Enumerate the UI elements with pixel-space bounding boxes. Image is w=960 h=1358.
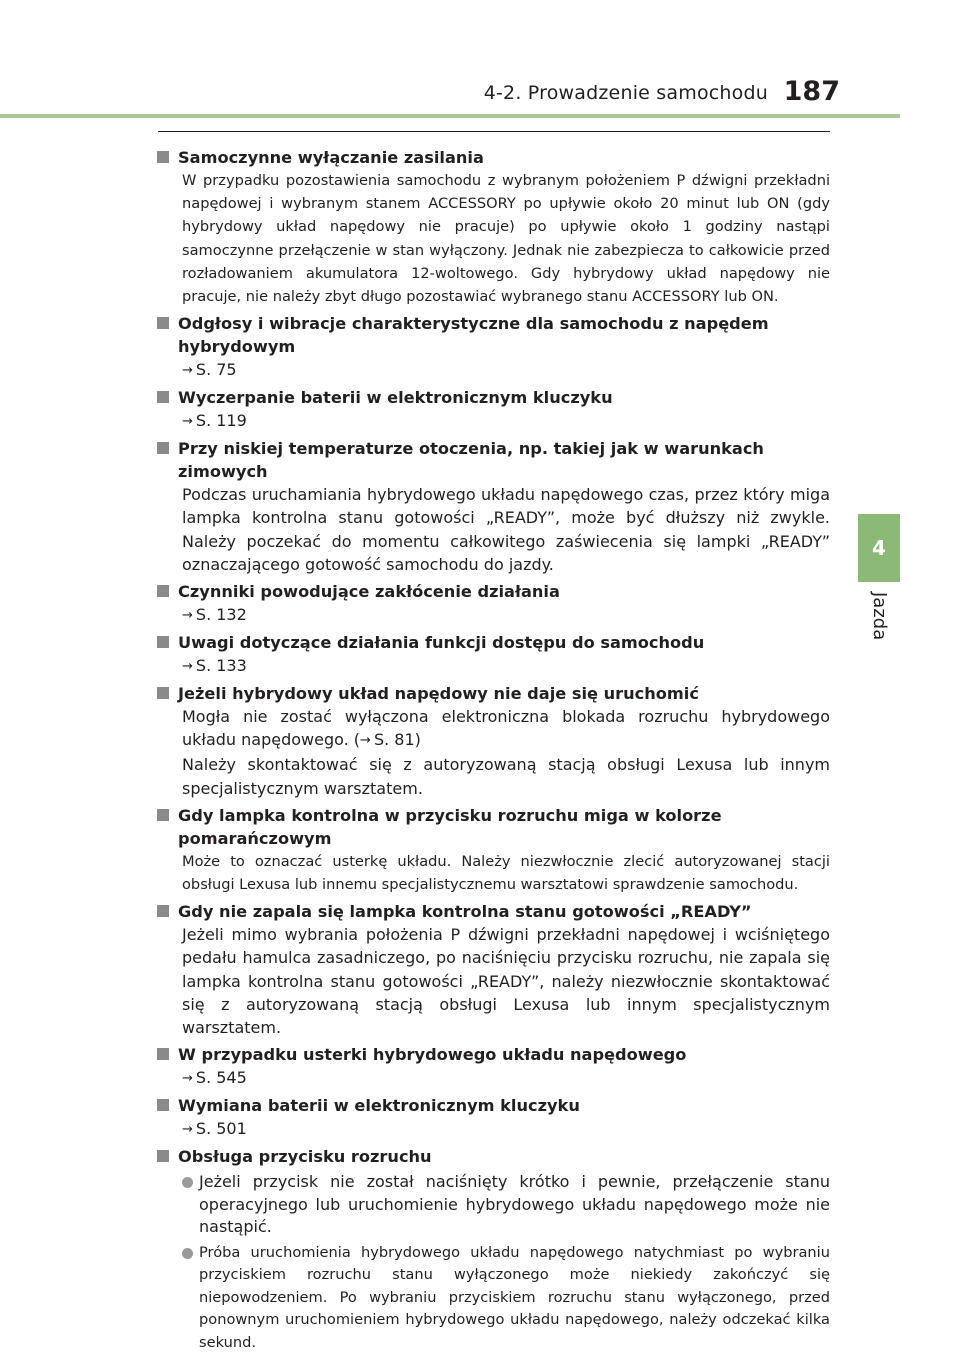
list-item bbox=[157, 1242, 830, 1355]
section-heading-text: Jeżeli hybrydowy układ napędowy nie daje się uruchomić bbox=[178, 684, 699, 704]
list-item-text: Jeżeli przycisk nie został naciśnięty krótko i pewnie, przełączenie stanu operacyjnego lub uruchomienie hybrydowego układu napędowego może nie nastąpić. bbox=[199, 1172, 830, 1237]
list-item-text: Próba uruchomienia hybrydowego układu napędowego natychmiast po wybraniu przyciskiem rozruchu stanu wyłączonego może niekiedy zakończyć się niepowodzeniem. Po wybraniu przyciskiem rozruchu stanu wyłączonego, przed ponownym uruchomieniem hybrydowego układu napędowego, należy odczekać kilka sekund. bbox=[199, 1243, 830, 1351]
page-reference[interactable] bbox=[157, 358, 830, 382]
square-bullet-icon bbox=[157, 1099, 169, 1111]
page-reference[interactable] bbox=[157, 409, 830, 433]
page-reference-text: S. 75 bbox=[195, 360, 237, 380]
section-heading-text: Odgłosy i wibracje charakterystyczne dla samochodu z napędem hybrydowym bbox=[178, 314, 769, 357]
section-key-battery-replacement bbox=[157, 1094, 830, 1141]
arrow-right-icon: → bbox=[182, 1122, 193, 1138]
section-heading bbox=[157, 900, 830, 923]
section-heading-text: Gdy nie zapala się lampka kontrolna stanu gotowości „READY” bbox=[178, 902, 752, 922]
section-heading bbox=[157, 682, 830, 705]
section-heading bbox=[157, 631, 830, 654]
round-bullet-icon bbox=[182, 1248, 193, 1259]
square-bullet-icon bbox=[157, 442, 169, 454]
arrow-right-icon: → bbox=[182, 659, 193, 675]
section-heading-text: Wyczerpanie baterii w elektronicznym kluczyku bbox=[178, 388, 613, 408]
page-reference[interactable] bbox=[157, 654, 830, 678]
page-reference[interactable] bbox=[157, 1117, 830, 1141]
section-heading-text: Czynniki powodujące zakłócenie działania bbox=[178, 582, 560, 602]
arrow-right-icon: → bbox=[182, 608, 193, 624]
section-heading bbox=[157, 437, 830, 483]
section-heading bbox=[157, 804, 830, 850]
list-item bbox=[157, 1171, 830, 1239]
section-heading-text: W przypadku usterki hybrydowego układu napędowego bbox=[178, 1045, 687, 1065]
page-number: 187 bbox=[783, 76, 840, 107]
section-heading bbox=[157, 1145, 830, 1168]
section-hybrid-wont-start bbox=[157, 682, 830, 800]
square-bullet-icon bbox=[157, 317, 169, 329]
section-low-temperature bbox=[157, 437, 830, 576]
square-bullet-icon bbox=[157, 585, 169, 597]
arrow-right-icon: → bbox=[182, 363, 193, 379]
arrow-right-icon: → bbox=[182, 414, 193, 430]
section-body: W przypadku pozostawienia samochodu z wybranym położeniem P dźwigni przekładni napędowej i wybranym stanem ACCESSORY po upływie około 20 minut lub ON (gdy hybrydowy układ napędowy nie pracuje) po upływie około 1 godziny nastąpi samoczynne przełączenie w stan wyłączony. Jednak nie zabezpiecza to całkowicie przed rozładowaniem akumulatora 12-woltowego. Gdy hybrydowy układ napędowy nie pracuje, nie należy zbyt długo pozostawiać wybranego stanu ACCESSORY lub ON. bbox=[182, 172, 830, 306]
section-heading-text: Gdy lampka kontrolna w przycisku rozruchu miga w kolorze pomarańczowym bbox=[178, 805, 722, 848]
section-body-2: Należy skontaktować się z autoryzowaną stacją obsługi Lexusa lub innym specjalistycznym warsztatem. bbox=[182, 755, 830, 798]
page-reference[interactable] bbox=[157, 603, 830, 627]
arrow-right-icon: → bbox=[360, 733, 371, 749]
inline-page-reference[interactable]: S. 81 bbox=[373, 730, 415, 750]
section-heading-text: Obsługa przycisku rozruchu bbox=[178, 1147, 432, 1167]
section-key-battery-depletion bbox=[157, 386, 830, 433]
chapter-tab-label: Jazda bbox=[869, 592, 890, 641]
section-heading bbox=[157, 1043, 830, 1066]
round-bullet-icon bbox=[182, 1177, 193, 1188]
section-heading-text: Samoczynne wyłączanie zasilania bbox=[178, 148, 484, 167]
section-access-function-notes bbox=[157, 631, 830, 678]
page-reference-text: S. 133 bbox=[195, 656, 247, 676]
header-divider bbox=[0, 114, 900, 118]
section-interference-factors bbox=[157, 580, 830, 627]
section-heading bbox=[157, 312, 830, 358]
square-bullet-icon bbox=[157, 809, 169, 821]
section-body bbox=[157, 705, 830, 752]
section-heading bbox=[157, 146, 830, 169]
section-body: Podczas uruchamiania hybrydowego układu napędowego czas, przez który miga lampka kontrolna stanu gotowości „READY”, może być dłuższy niż zwykle. Należy poczekać do momentu całkowitego zaświecenia się lampki „READY” oznaczającego gotowość samochodu do jazdy. bbox=[182, 485, 830, 574]
square-bullet-icon bbox=[157, 151, 169, 163]
section-ready-light-not-on bbox=[157, 900, 830, 1039]
section-body-text-end: ) bbox=[414, 730, 421, 750]
section-start-button-blinking-orange bbox=[157, 804, 830, 896]
page-reference-text: S. 545 bbox=[195, 1068, 247, 1088]
page-section-title: 4-2. Prowadzenie samochodu bbox=[483, 82, 768, 104]
section-hybrid-system-failure bbox=[157, 1043, 830, 1090]
section-heading-text: Wymiana baterii w elektronicznym kluczyku bbox=[178, 1096, 580, 1116]
square-bullet-icon bbox=[157, 905, 169, 917]
square-bullet-icon bbox=[157, 1048, 169, 1060]
section-body-text: Mogła nie zostać wyłączona elektroniczna blokada rozruchu hybrydowego układu napędowego. ( bbox=[182, 707, 830, 750]
section-heading bbox=[157, 386, 830, 409]
section-heading-text: Uwagi dotyczące działania funkcji dostępu do samochodu bbox=[178, 633, 705, 653]
page-reference-text: S. 119 bbox=[195, 411, 247, 431]
square-bullet-icon bbox=[157, 687, 169, 699]
section-hybrid-noises bbox=[157, 312, 830, 382]
chapter-tab-number: 4 bbox=[872, 536, 886, 560]
page-reference[interactable] bbox=[157, 1066, 830, 1090]
page-reference-text: S. 132 bbox=[195, 605, 247, 625]
content-top-divider bbox=[158, 131, 830, 132]
section-heading bbox=[157, 580, 830, 603]
content-body bbox=[157, 146, 830, 1358]
square-bullet-icon bbox=[157, 636, 169, 648]
section-auto-power-off bbox=[157, 146, 830, 308]
section-start-button-operation bbox=[157, 1145, 830, 1354]
page-reference-text: S. 501 bbox=[195, 1119, 247, 1139]
square-bullet-icon bbox=[157, 391, 169, 403]
section-body: Może to oznaczać usterkę układu. Należy niezwłocznie zlecić autoryzowanej stacji obsługi Lexusa lub innemu specjalistycznemu warsztatowi sprawdzenie samochodu. bbox=[182, 852, 830, 894]
section-heading-text: Przy niskiej temperaturze otoczenia, np. takiej jak w warunkach zimowych bbox=[178, 439, 764, 482]
section-heading bbox=[157, 1094, 830, 1117]
section-body: Jeżeli mimo wybrania położenia P dźwigni przekładni napędowej i wciśniętego pedału hamulca zasadniczego, po naciśnięciu przycisku rozruchu, nie zapala się lampka kontrolna stanu gotowości „READY”, należy niezwłocznie skontaktować się z autoryzowaną stacją obsługi Lexusa lub innym specjalistycznym warsztatem. bbox=[182, 925, 830, 1038]
arrow-right-icon: → bbox=[182, 1071, 193, 1087]
square-bullet-icon bbox=[157, 1150, 169, 1162]
